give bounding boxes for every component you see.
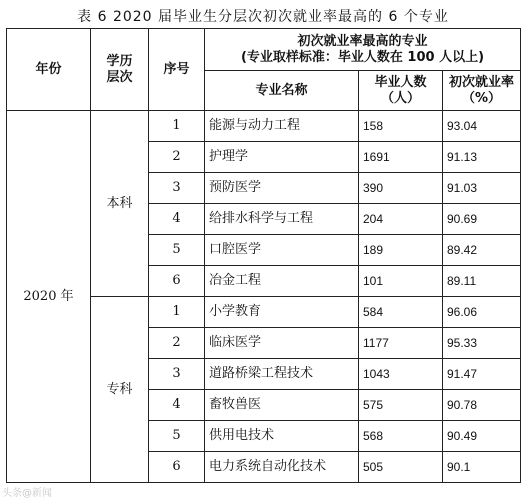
major-cell: 护理学 [205, 142, 359, 173]
major-cell: 口腔医学 [205, 235, 359, 266]
table-caption: 表 6 2020 届毕业生分层次初次就业率最高的 6 个专业 [77, 9, 449, 25]
rate-cell: 90.49 [443, 421, 521, 452]
seq-cell: 4 [149, 390, 205, 421]
rate-cell: 90.78 [443, 390, 521, 421]
major-cell: 预防医学 [205, 173, 359, 204]
table-row [7, 111, 521, 142]
group-title-line1: 初次就业率最高的专业 [297, 33, 428, 49]
major-cell: 小学教育 [205, 297, 359, 328]
major-cell: 电力系统自动化技术 [205, 452, 359, 483]
graduates-cell: 568 [359, 421, 443, 452]
major-cell: 道路桥梁工程技术 [205, 359, 359, 390]
rate-cell: 93.04 [443, 111, 521, 142]
graduates-cell: 390 [359, 173, 443, 204]
major-cell: 畜牧兽医 [205, 390, 359, 421]
header-level: 学历层次 [91, 29, 149, 111]
header-seq: 序号 [149, 29, 205, 111]
employment-rate-table [6, 28, 521, 483]
rate-cell: 91.13 [443, 142, 521, 173]
graduates-cell: 1691 [359, 142, 443, 173]
rate-cell: 90.69 [443, 204, 521, 235]
header-major: 专业名称 [205, 71, 359, 111]
level-cell: 本科 [91, 111, 149, 297]
group-title-line2: (专业取样标准：毕业人数在 100 人以上) [240, 49, 485, 65]
seq-cell: 3 [149, 173, 205, 204]
rate-cell: 95.33 [443, 328, 521, 359]
graduates-cell: 575 [359, 390, 443, 421]
graduates-cell: 584 [359, 297, 443, 328]
graduates-cell: 204 [359, 204, 443, 235]
graduates-cell: 505 [359, 452, 443, 483]
major-cell: 供用电技术 [205, 421, 359, 452]
watermark-text: 头条@新闻 [2, 488, 52, 499]
rate-cell: 91.47 [443, 359, 521, 390]
seq-cell: 4 [149, 204, 205, 235]
seq-cell: 5 [149, 421, 205, 452]
header-year: 年份 [7, 29, 91, 111]
rate-cell: 89.11 [443, 266, 521, 297]
header-rate: 初次就业率（%） [443, 71, 521, 111]
major-cell: 冶金工程 [205, 266, 359, 297]
level-cell: 专科 [91, 297, 149, 483]
seq-cell: 2 [149, 142, 205, 173]
graduates-cell: 189 [359, 235, 443, 266]
seq-cell: 6 [149, 266, 205, 297]
graduates-cell: 158 [359, 111, 443, 142]
major-cell: 给排水科学与工程 [205, 204, 359, 235]
header-group-title [205, 29, 521, 71]
seq-cell: 1 [149, 111, 205, 142]
year-cell: 2020 年 [7, 111, 91, 483]
graduates-cell: 1177 [359, 328, 443, 359]
major-cell: 能源与动力工程 [205, 111, 359, 142]
rate-cell: 90.1 [443, 452, 521, 483]
seq-cell: 6 [149, 452, 205, 483]
rate-cell: 89.42 [443, 235, 521, 266]
seq-cell: 1 [149, 297, 205, 328]
graduates-cell: 1043 [359, 359, 443, 390]
rate-cell: 91.03 [443, 173, 521, 204]
header-graduates: 毕业人数（人） [359, 71, 443, 111]
seq-cell: 3 [149, 359, 205, 390]
major-cell: 临床医学 [205, 328, 359, 359]
seq-cell: 5 [149, 235, 205, 266]
graduates-cell: 101 [359, 266, 443, 297]
seq-cell: 2 [149, 328, 205, 359]
rate-cell: 96.06 [443, 297, 521, 328]
